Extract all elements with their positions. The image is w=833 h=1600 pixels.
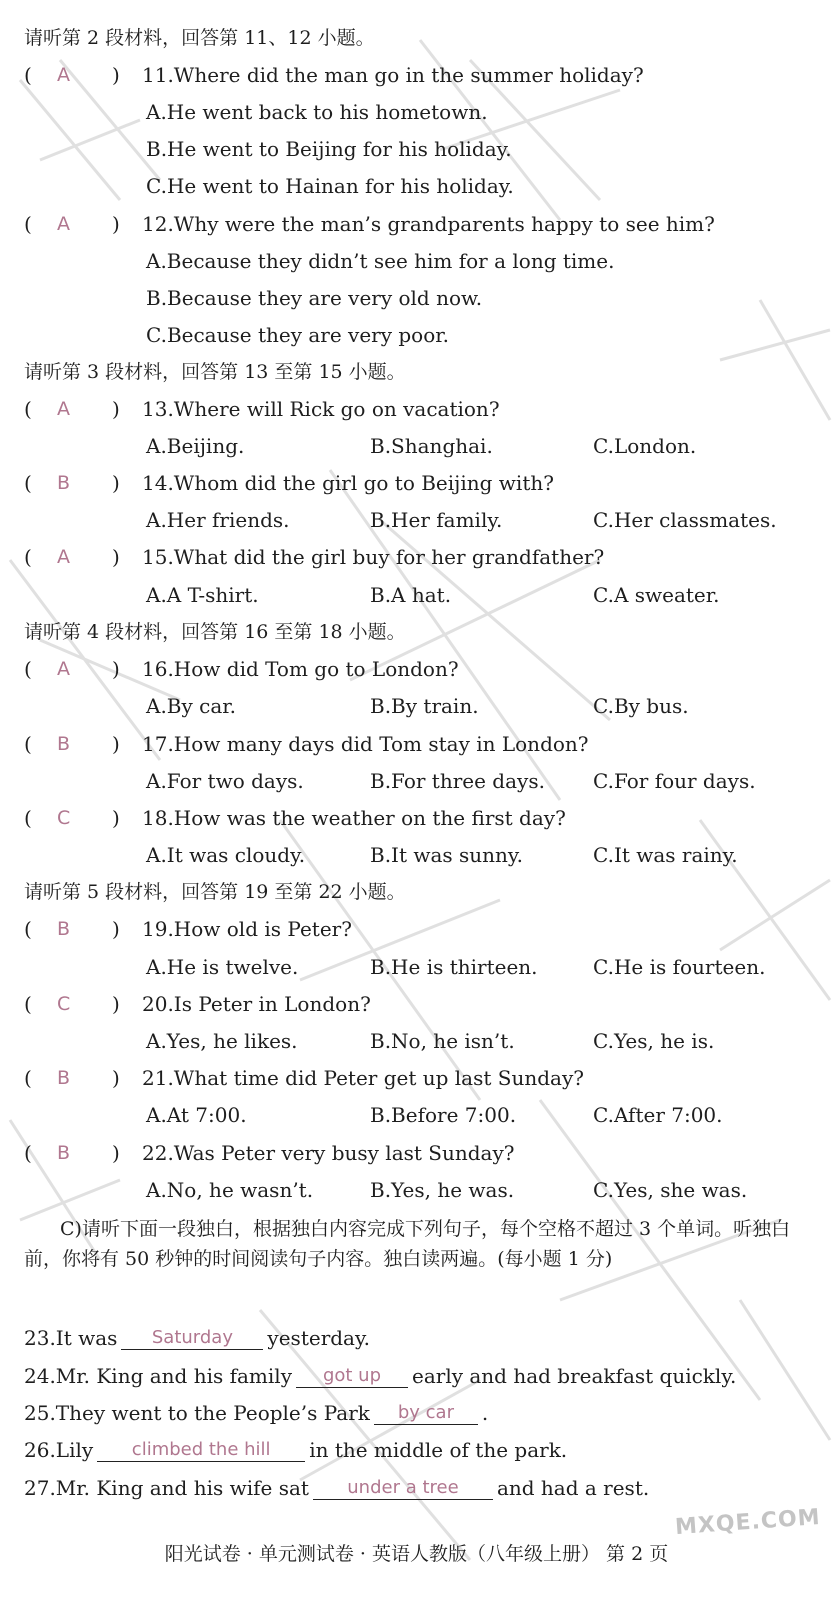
- section-heading-4: 请听第 4 段材料，回答第 16 至第 18 小题。: [24, 621, 406, 643]
- answer-blank[interactable]: by car: [374, 1401, 478, 1425]
- answer-bracket: ( A ): [24, 397, 120, 421]
- option-a: A.It was cloudy.: [146, 843, 306, 867]
- sentence-end: and had a rest.: [496, 1476, 650, 1500]
- answer-bracket: ( B ): [24, 732, 120, 756]
- option-c: C.For four days.: [593, 769, 756, 793]
- option-b: B.No, he isn’t.: [370, 1029, 515, 1053]
- answer-bracket: ( B ): [24, 1141, 120, 1165]
- question-16: [24, 657, 459, 681]
- option-b: B.For three days.: [370, 769, 545, 793]
- answer-letter: B: [57, 733, 71, 755]
- answer-letter: B: [57, 918, 71, 940]
- option-a: A.Beijing.: [146, 434, 245, 458]
- option-b: B.Yes, he was.: [370, 1178, 515, 1202]
- page-footer: 阳光试卷 · 单元测试卷 · 英语人教版（八年级上册） 第 2 页: [164, 1543, 669, 1565]
- sentence-start: 27.Mr. King and his wife sat: [24, 1476, 309, 1500]
- question-stem: 18.How was the weather on the first day?: [142, 806, 566, 830]
- option-b: B.Her family.: [370, 508, 503, 532]
- section-heading-5: 请听第 5 段材料，回答第 19 至第 22 小题。: [24, 881, 406, 903]
- answer-letter: A: [57, 213, 70, 235]
- option-b: B.A hat.: [370, 583, 452, 607]
- answer-blank[interactable]: climbed the hill: [97, 1438, 305, 1462]
- answer-bracket: ( B ): [24, 1066, 120, 1090]
- site-watermark-logo: MXQE.COM: [674, 1504, 822, 1541]
- question-18: [24, 806, 566, 830]
- sentence-end: in the middle of the park.: [309, 1438, 568, 1462]
- answer-bracket: ( C ): [24, 992, 120, 1016]
- section-heading-3: 请听第 3 段材料，回答第 13 至第 15 小题。: [24, 361, 406, 383]
- question-stem: 20.Is Peter in London?: [142, 992, 371, 1016]
- question-15: [24, 545, 604, 569]
- option-a: A.No, he wasn’t.: [146, 1178, 314, 1202]
- option-a: A.At 7:00.: [146, 1103, 247, 1127]
- answer-letter: A: [57, 64, 70, 86]
- answer-blank[interactable]: Saturday: [121, 1326, 263, 1350]
- fill-24: [24, 1364, 736, 1388]
- question-stem: 16.How did Tom go to London?: [142, 657, 459, 681]
- option-b: B.He went to Beijing for his holiday.: [146, 137, 512, 161]
- sentence-start: 26.Lily: [24, 1438, 94, 1462]
- option-a: A.Her friends.: [146, 508, 290, 532]
- section-heading-2: 请听第 2 段材料，回答第 11、12 小题。: [24, 27, 375, 49]
- option-b: B.Because they are very old now.: [146, 286, 483, 310]
- option-c: C.By bus.: [593, 694, 689, 718]
- fill-23: [24, 1326, 370, 1350]
- answer-bracket: ( C ): [24, 806, 120, 830]
- answer-bracket: ( B ): [24, 471, 120, 495]
- question-17: [24, 732, 589, 756]
- question-stem: 21.What time did Peter get up last Sunday?: [142, 1066, 584, 1090]
- part-c-instructions: C)请听下面一段独白，根据独白内容完成下列句子，每个空格不超过 3 个单词。听独白前，你将有 50 秒钟的时间阅读句子内容。独白读两遍。(每小题 1 分): [24, 1218, 791, 1270]
- option-a: A.Because they didn’t see him for a long time.: [146, 249, 615, 273]
- option-c: C.After 7:00.: [593, 1103, 723, 1127]
- fill-25: [24, 1401, 488, 1425]
- answer-letter: B: [57, 1067, 71, 1089]
- sentence-start: 24.Mr. King and his family: [24, 1364, 292, 1388]
- question-19: [24, 917, 352, 941]
- answer-letter: A: [57, 546, 70, 568]
- answer-letter: B: [57, 472, 71, 494]
- option-a: A.He is twelve.: [146, 955, 299, 979]
- question-11: [24, 63, 644, 87]
- option-c: C.A sweater.: [593, 583, 720, 607]
- question-21: [24, 1066, 584, 1090]
- option-a: A.He went back to his hometown.: [146, 100, 488, 124]
- answer-letter: C: [57, 993, 71, 1015]
- option-c: C.London.: [593, 434, 697, 458]
- question-stem: 19.How old is Peter?: [142, 917, 352, 941]
- answer-blank[interactable]: under a tree: [313, 1476, 493, 1500]
- question-22: [24, 1141, 515, 1165]
- question-13: [24, 397, 500, 421]
- option-a: A.A T-shirt.: [146, 583, 259, 607]
- option-b: B.Shanghai.: [370, 434, 493, 458]
- answer-bracket: ( A ): [24, 657, 120, 681]
- question-stem: 17.How many days did Tom stay in London?: [142, 732, 589, 756]
- option-c: C.Yes, he is.: [593, 1029, 715, 1053]
- question-stem: 11.Where did the man go in the summer holiday?: [142, 63, 644, 87]
- option-c: C.He went to Hainan for his holiday.: [146, 174, 514, 198]
- option-c: C.Her classmates.: [593, 508, 777, 532]
- option-b: B.He is thirteen.: [370, 955, 538, 979]
- option-c: C.Yes, she was.: [593, 1178, 748, 1202]
- question-12: [24, 212, 715, 236]
- fill-26: [24, 1438, 567, 1462]
- question-stem: 13.Where will Rick go on vacation?: [142, 397, 500, 421]
- answer-letter: A: [57, 398, 70, 420]
- option-c: C.Because they are very poor.: [146, 323, 449, 347]
- question-stem: 14.Whom did the girl go to Beijing with?: [142, 471, 554, 495]
- question-14: [24, 471, 554, 495]
- option-a: A.By car.: [146, 694, 236, 718]
- sentence-end: yesterday.: [267, 1326, 370, 1350]
- option-b: B.Before 7:00.: [370, 1103, 517, 1127]
- answer-letter: A: [57, 658, 70, 680]
- answer-bracket: ( A ): [24, 212, 120, 236]
- answer-letter: B: [57, 1142, 71, 1164]
- sentence-end: early and had breakfast quickly.: [412, 1364, 737, 1388]
- sentence-start: 23.It was: [24, 1326, 118, 1350]
- question-20: [24, 992, 371, 1016]
- question-stem: 15.What did the girl buy for her grandfather?: [142, 545, 605, 569]
- answer-bracket: ( A ): [24, 545, 120, 569]
- question-stem: 12.Why were the man’s grandparents happy to see him?: [142, 212, 715, 236]
- answer-bracket: ( A ): [24, 63, 120, 87]
- sentence-end: .: [481, 1401, 489, 1425]
- answer-bracket: ( B ): [24, 917, 120, 941]
- option-c: C.He is fourteen.: [593, 955, 766, 979]
- fill-27: [24, 1476, 649, 1500]
- option-b: B.It was sunny.: [370, 843, 523, 867]
- answer-blank[interactable]: got up: [296, 1364, 408, 1388]
- option-c: C.It was rainy.: [593, 843, 738, 867]
- question-stem: 22.Was Peter very busy last Sunday?: [142, 1141, 515, 1165]
- option-b: B.By train.: [370, 694, 479, 718]
- option-a: A.For two days.: [146, 769, 304, 793]
- option-a: A.Yes, he likes.: [146, 1029, 298, 1053]
- sentence-start: 25.They went to the People’s Park: [24, 1401, 370, 1425]
- answer-letter: C: [57, 807, 71, 829]
